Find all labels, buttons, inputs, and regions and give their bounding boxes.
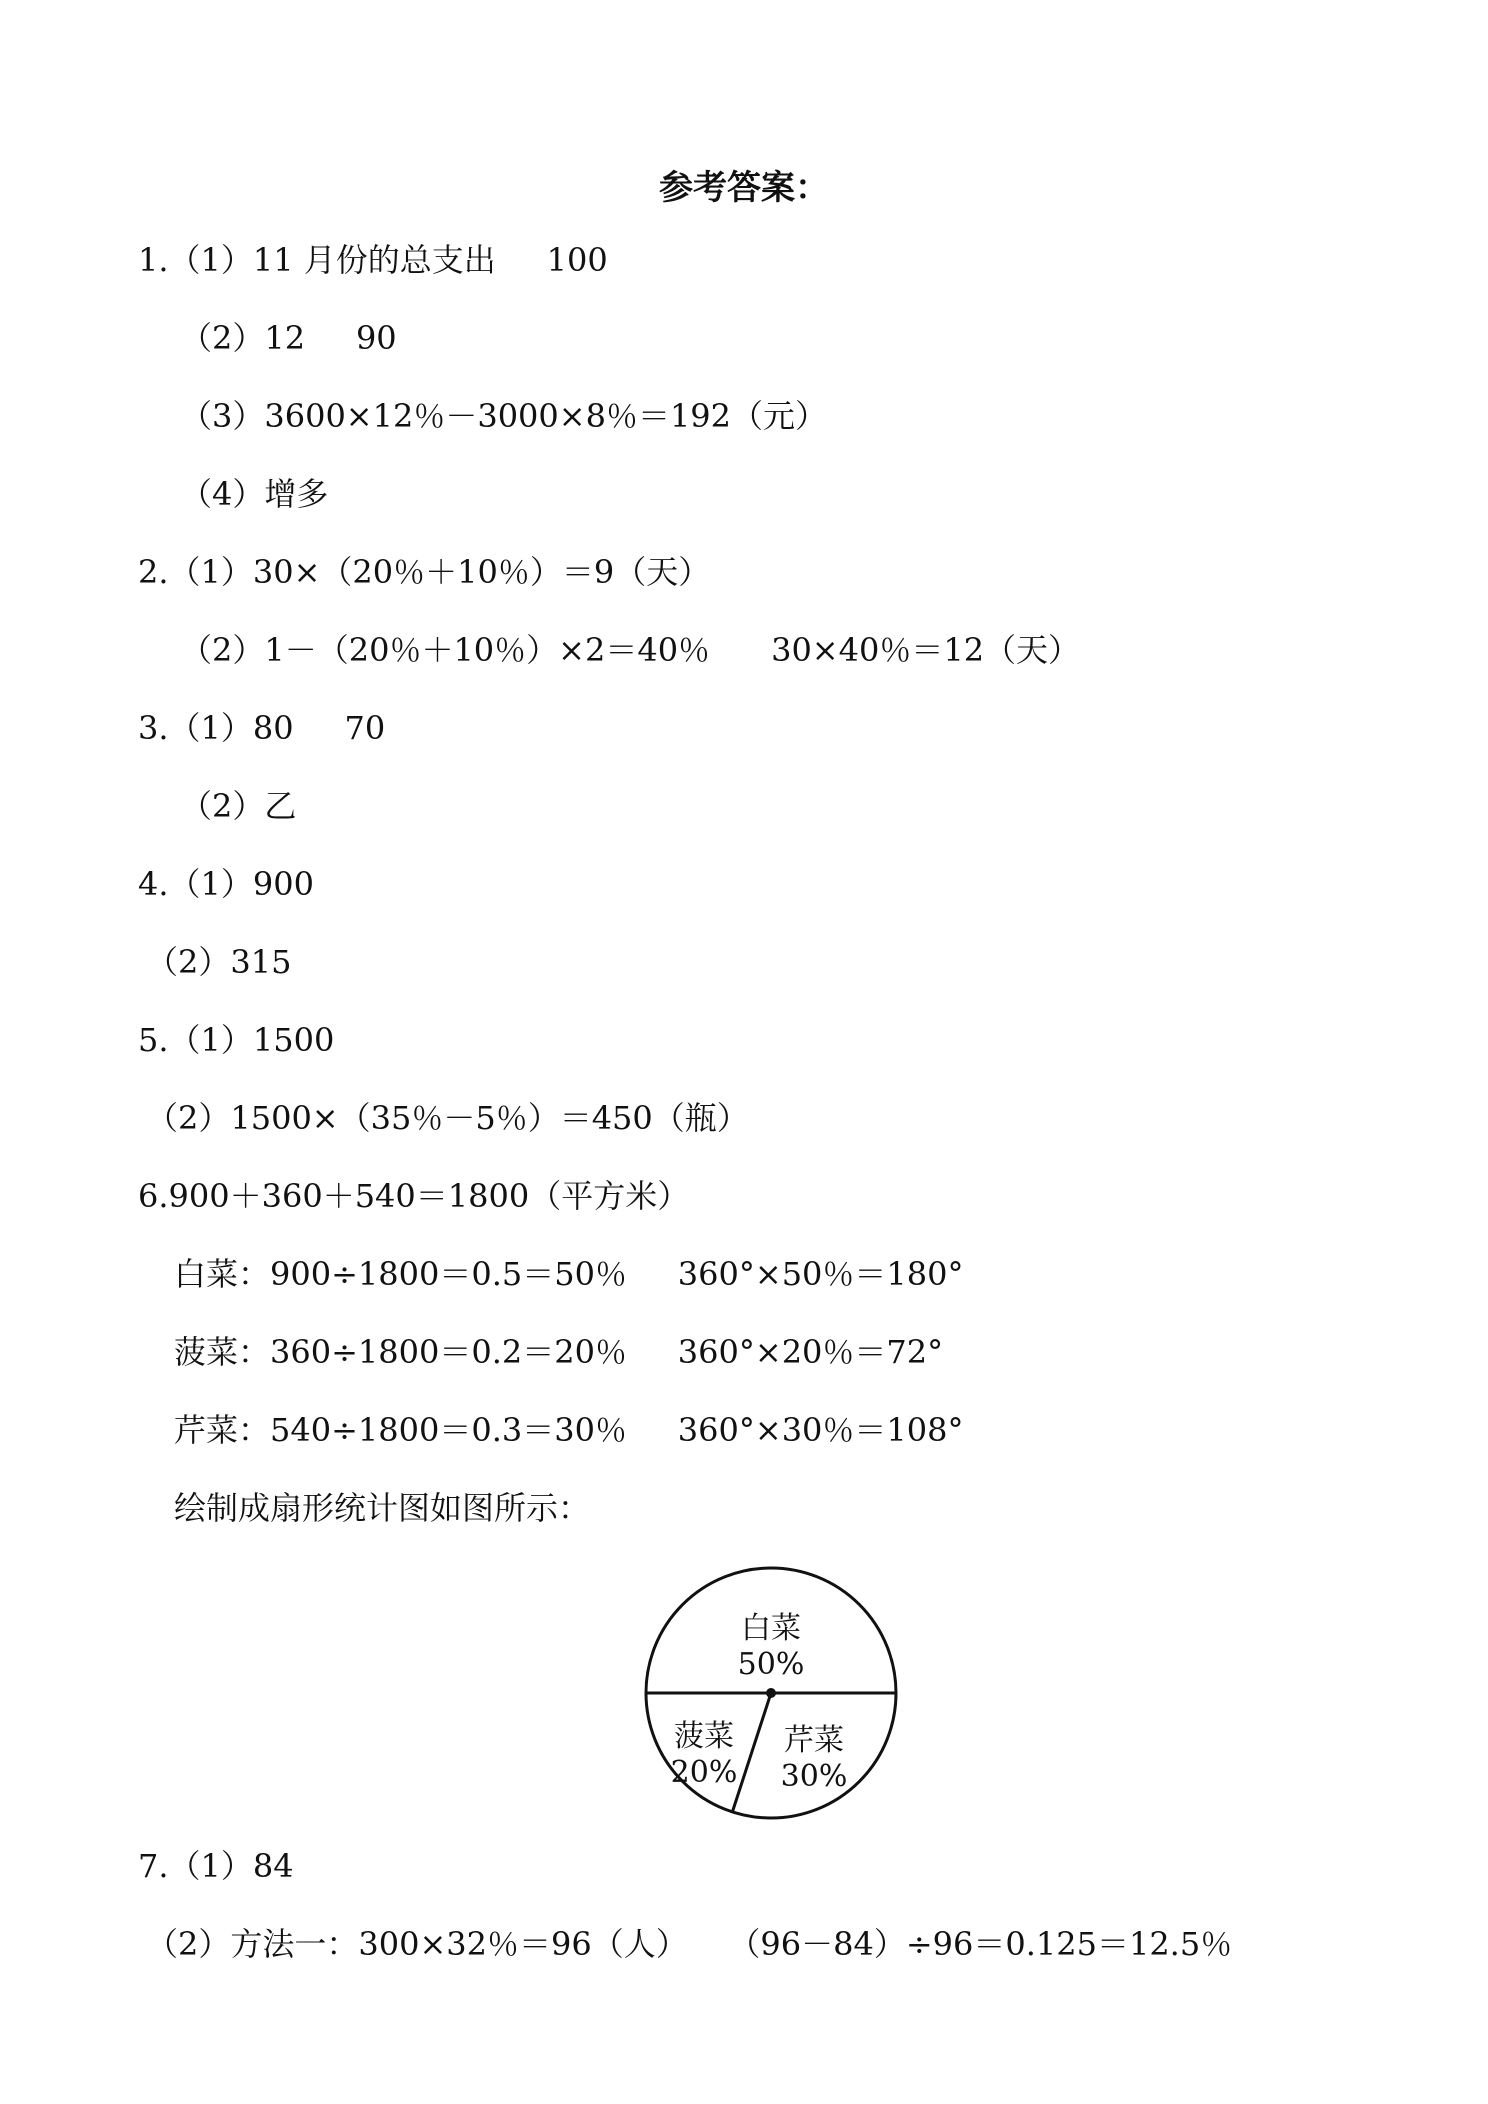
slice-pct-baicai: 50% xyxy=(737,1647,805,1682)
pie-chart-svg xyxy=(636,1558,906,1828)
slice-label-baicai: 白菜 xyxy=(741,1611,801,1646)
pie-center-dot xyxy=(766,1688,776,1698)
answer-line-3-1: 3.（1）80 70 xyxy=(138,709,386,747)
answer-line-2-2: （2）1－（20％＋10％）×2＝40％ 30×40％＝12（天） xyxy=(180,631,1081,669)
answer-line-5-2: （2）1500×（35％－5％）＝450（瓶） xyxy=(146,1099,749,1137)
answer-line-4-2: （2）315 xyxy=(146,943,292,981)
slice-label-bocai: 菠菜 xyxy=(674,1719,734,1754)
answer-line-6-5: 绘制成扇形统计图如图所示： xyxy=(174,1489,591,1527)
answer-line-7-2: （2）方法一：300×32％＝96（人） （96－84）÷96＝0.125＝12.5％ xyxy=(146,1925,1233,1963)
slice-pct-qincai: 30% xyxy=(780,1759,848,1794)
answer-line-1-2: （2）12 90 xyxy=(180,319,397,357)
answer-line-7-1: 7.（1）84 xyxy=(138,1847,294,1885)
slice-pct-bocai: 20% xyxy=(670,1755,738,1790)
page-title: 参考答案： xyxy=(659,168,829,208)
slice-label-qincai: 芹菜 xyxy=(784,1723,844,1758)
answer-line-6-4: 芹菜：540÷1800＝0.3＝30％ 360°×30％＝108° xyxy=(174,1411,964,1449)
answer-line-3-2: （2）乙 xyxy=(180,787,297,825)
answer-line-1-4: （4）增多 xyxy=(180,475,329,513)
pie-divider-spinach-celery xyxy=(732,1693,771,1812)
answer-line-5-1: 5.（1）1500 xyxy=(138,1021,335,1059)
answer-line-1-1: 1.（1）11 月份的总支出 100 xyxy=(138,241,608,279)
answer-line-6-3: 菠菜：360÷1800＝0.2＝20％ 360°×20％＝72° xyxy=(174,1333,944,1371)
pie-chart xyxy=(636,1558,906,1828)
answer-line-2-1: 2.（1）30×（20％＋10％）＝9（天） xyxy=(138,553,711,591)
answer-line-6-1: 6.900＋360＋540＝1800（平方米） xyxy=(138,1177,690,1215)
answer-line-1-3: （3）3600×12％－3000×8％＝192（元） xyxy=(180,397,828,435)
answer-line-6-2: 白菜：900÷1800＝0.5＝50％ 360°×50％＝180° xyxy=(174,1255,964,1293)
answer-line-4-1: 4.（1）900 xyxy=(138,865,314,903)
